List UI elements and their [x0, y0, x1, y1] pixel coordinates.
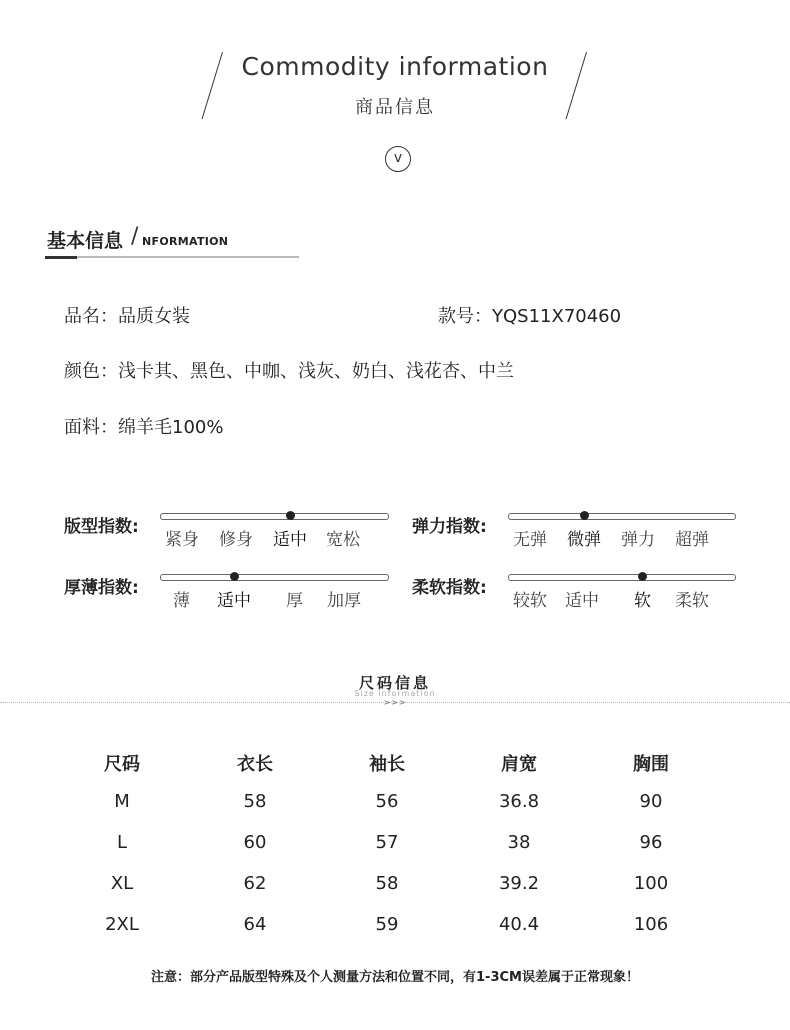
- thickness-index-label: 厚薄指数:: [64, 578, 139, 598]
- thickness-index-option: 加厚: [327, 591, 361, 611]
- thickness-index-option: 适中: [217, 591, 251, 611]
- fit-index-option: 紧身: [165, 530, 199, 550]
- product-name: 品名：品质女装: [64, 306, 190, 327]
- section-underline: [45, 256, 299, 258]
- size-table-header: 衣长: [237, 754, 273, 775]
- size-table-header: 尺码: [104, 754, 140, 775]
- section-underline-accent: [45, 256, 77, 259]
- elastic-index-label: 弹力指数:: [412, 517, 487, 537]
- section-subtitle: NFORMATION: [142, 235, 229, 248]
- size-table-cell: 36.8: [498, 791, 540, 812]
- size-table-cell: 62: [243, 873, 267, 894]
- size-table-cell: XL: [110, 873, 134, 894]
- size-table-cell: 90: [639, 791, 663, 812]
- size-table-cell: 106: [633, 914, 669, 935]
- elastic-index-option: 微弹: [567, 530, 601, 550]
- thickness-index-marker: [230, 572, 239, 581]
- thickness-index-option: 薄: [173, 591, 190, 611]
- softness-index-option: 柔软: [675, 591, 709, 611]
- thickness-index-option: 厚: [286, 591, 303, 611]
- elastic-index-option: 超弹: [675, 530, 709, 550]
- size-table-cell: 56: [375, 791, 399, 812]
- fit-index-label: 版型指数:: [64, 517, 139, 537]
- page-title: Commodity information: [241, 52, 549, 81]
- fit-index-option: 修身: [219, 530, 253, 550]
- section-title: 基本信息: [47, 230, 124, 252]
- size-table-cell: M: [114, 791, 130, 812]
- size-table-cell: 38: [507, 832, 531, 853]
- size-table-cell: 64: [243, 914, 267, 935]
- size-table-cell: L: [116, 832, 128, 853]
- chevron-down-icon[interactable]: v: [385, 146, 411, 172]
- size-section-arrows: >>>: [383, 698, 407, 707]
- size-table-header: 袖长: [369, 754, 405, 775]
- section-slash: /: [131, 224, 139, 249]
- product-fabric: 面料：绵羊毛100%: [64, 417, 224, 438]
- size-table-header: 肩宽: [501, 754, 537, 775]
- fit-index-option: 宽松: [326, 530, 360, 550]
- product-colors: 颜色：浅卡其、黑色、中咖、浅灰、奶白、浅花杏、中兰: [64, 361, 514, 382]
- fit-index-marker: [286, 511, 295, 520]
- elastic-index-option: 无弹: [513, 530, 547, 550]
- size-table-cell: 59: [375, 914, 399, 935]
- softness-index-track: [508, 574, 736, 581]
- page-subtitle: 商品信息: [355, 97, 435, 118]
- elastic-index-option: 弹力: [621, 530, 655, 550]
- size-table-cell: 60: [243, 832, 267, 853]
- size-table-cell: 96: [639, 832, 663, 853]
- size-table-cell: 2XL: [105, 914, 139, 935]
- size-table-cell: 57: [375, 832, 399, 853]
- thickness-index-track: [160, 574, 389, 581]
- softness-index-option: 适中: [565, 591, 599, 611]
- fit-index-track: [160, 513, 389, 520]
- softness-index-label: 柔软指数:: [412, 578, 487, 598]
- size-table-cell: 100: [633, 873, 669, 894]
- softness-index-option: 软: [634, 591, 651, 611]
- size-table-cell: 39.2: [498, 873, 540, 894]
- fit-index-option: 适中: [273, 530, 307, 550]
- size-note: 注意：部分产品版型特殊及个人测量方法和位置不同，有1-3CM误差属于正常现象！: [151, 970, 639, 985]
- size-section-subtitle: Size information: [354, 689, 436, 698]
- size-table-cell: 40.4: [498, 914, 540, 935]
- style-number: 款号：YQS11X70460: [438, 306, 622, 327]
- elastic-index-marker: [580, 511, 589, 520]
- softness-index-marker: [638, 572, 647, 581]
- size-table-header: 胸围: [633, 754, 669, 775]
- elastic-index-track: [508, 513, 736, 520]
- size-table-cell: 58: [375, 873, 399, 894]
- softness-index-option: 较软: [513, 591, 547, 611]
- size-table-cell: 58: [243, 791, 267, 812]
- size-section-title: 尺码信息: [358, 674, 431, 692]
